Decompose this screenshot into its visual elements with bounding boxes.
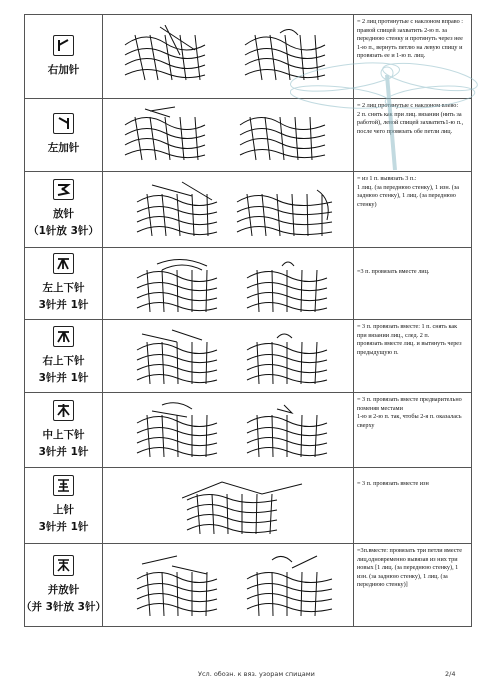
purl-three-together-symbol-icon: [53, 475, 74, 496]
row-label: 右加针: [47, 63, 80, 76]
row-label: 中上下针 3针并 1针: [38, 428, 89, 458]
right-increase-symbol-icon: [53, 35, 74, 56]
description-text: правой спицей захватить 2-ю п. за переднюю стенку и протянуть через нее 1-ю п., вернуть петлю на левую спицу и провязать ее и 1-ю п. лиц.: [357, 26, 463, 60]
knit-diagram-illustration: [132, 401, 342, 459]
knit-diagram-illustration: [132, 328, 342, 386]
dragonfly-watermark-icon: [290, 55, 480, 175]
diagram-cell: [102, 248, 354, 319]
diagram-cell: [102, 544, 354, 626]
row-label: 左加针: [47, 142, 80, 155]
left-increase-symbol-icon: [53, 113, 74, 134]
description-cell: [354, 468, 471, 543]
legend-row: [25, 320, 471, 393]
legend-row: [25, 393, 471, 468]
page-number: 2/4: [445, 670, 456, 678]
description-text: = 2 лиц протянутые с наклоном влево:: [357, 102, 459, 109]
legend-row: [25, 248, 471, 320]
description-text: =3п.вместе: провязать три петли вместе лиц,одновременно вывязав из них три новых [1 лиц. (за переднюю стенку), 1 изн. (за заднюю стенку), 1 лиц. (за переднюю стенку)]: [357, 547, 462, 589]
knit-diagram-illustration: [182, 478, 312, 536]
description-text: =3 п. провязать вместе лиц.: [357, 268, 430, 275]
row-label: 左上下针 3针并 1针: [38, 282, 89, 311]
description-text: 1 лиц. (за переднюю стенку), 1 изн. (за заднюю стенку), 1 лиц. (за переднюю стенку): [357, 183, 460, 208]
description-text: = из 1 п. вывязать 3 п.:: [357, 175, 417, 182]
symbol-cell: [21, 544, 106, 626]
row-label: 放针 （1针放 3针）: [28, 208, 99, 237]
left-decrease-symbol-icon: [53, 253, 74, 274]
row-label: 右上下针 3针并 1针: [38, 354, 89, 384]
diagram-cell: [102, 393, 354, 467]
description-cell: [354, 248, 471, 319]
diagram-cell: [102, 320, 354, 392]
symbol-cell: [25, 393, 103, 467]
knit-diagram-illustration: [132, 180, 342, 240]
symbol-cell: [25, 99, 103, 171]
description-text: 2 п. снять как при лиц. вязании (нить за работой), левой спицей захватить1-ю п., после чего провязать обе петли лиц.: [357, 110, 464, 135]
legend-row: [25, 468, 471, 544]
description-cell: [354, 320, 471, 392]
description-text: = 3 п. провязать вместе: 1 п. снять как при вязании лиц., след. 2 п.: [357, 323, 458, 339]
legend-row: [25, 172, 471, 248]
description-text: = 3 п. провязать вместе предварительно поменяв местами: [357, 396, 462, 412]
symbol-cell: [25, 248, 103, 319]
symbol-cell: [25, 15, 103, 98]
right-decrease-symbol-icon: [53, 326, 74, 347]
description-text: провязать вместе лиц. и вытянуть через предыдущую п.: [357, 340, 462, 356]
symbol-cell: [25, 172, 103, 247]
description-cell: [354, 393, 471, 467]
knit-diagram-illustration: [132, 256, 342, 314]
description-cell: [354, 544, 471, 626]
footer-title: Усл. обозн. к вяз. узорам спицами: [198, 670, 315, 678]
description-cell: [354, 172, 471, 247]
three-into-three-symbol-icon: [53, 555, 74, 576]
diagram-cell: [102, 468, 354, 543]
center-decrease-symbol-icon: [53, 400, 74, 421]
diagram-cell: [102, 172, 354, 247]
row-label: 并放针 （并 3针放 3针）: [21, 583, 106, 613]
legend-row: [21, 544, 471, 627]
row-label: 上针 3针并 1针: [38, 504, 89, 533]
description-text: = 3 п. провязать вместе изн: [357, 480, 429, 487]
symbol-cell: [25, 468, 103, 543]
knit-diagram-illustration: [132, 554, 347, 619]
description-text: = 2 лиц протянутые с наклоном вправо :: [357, 18, 463, 25]
description-text: 1-ю и 2-ю п. так, чтобы 2-я п. оказалась сверху: [357, 413, 462, 429]
symbol-cell: [25, 320, 103, 392]
one-into-three-symbol-icon: [53, 179, 74, 200]
